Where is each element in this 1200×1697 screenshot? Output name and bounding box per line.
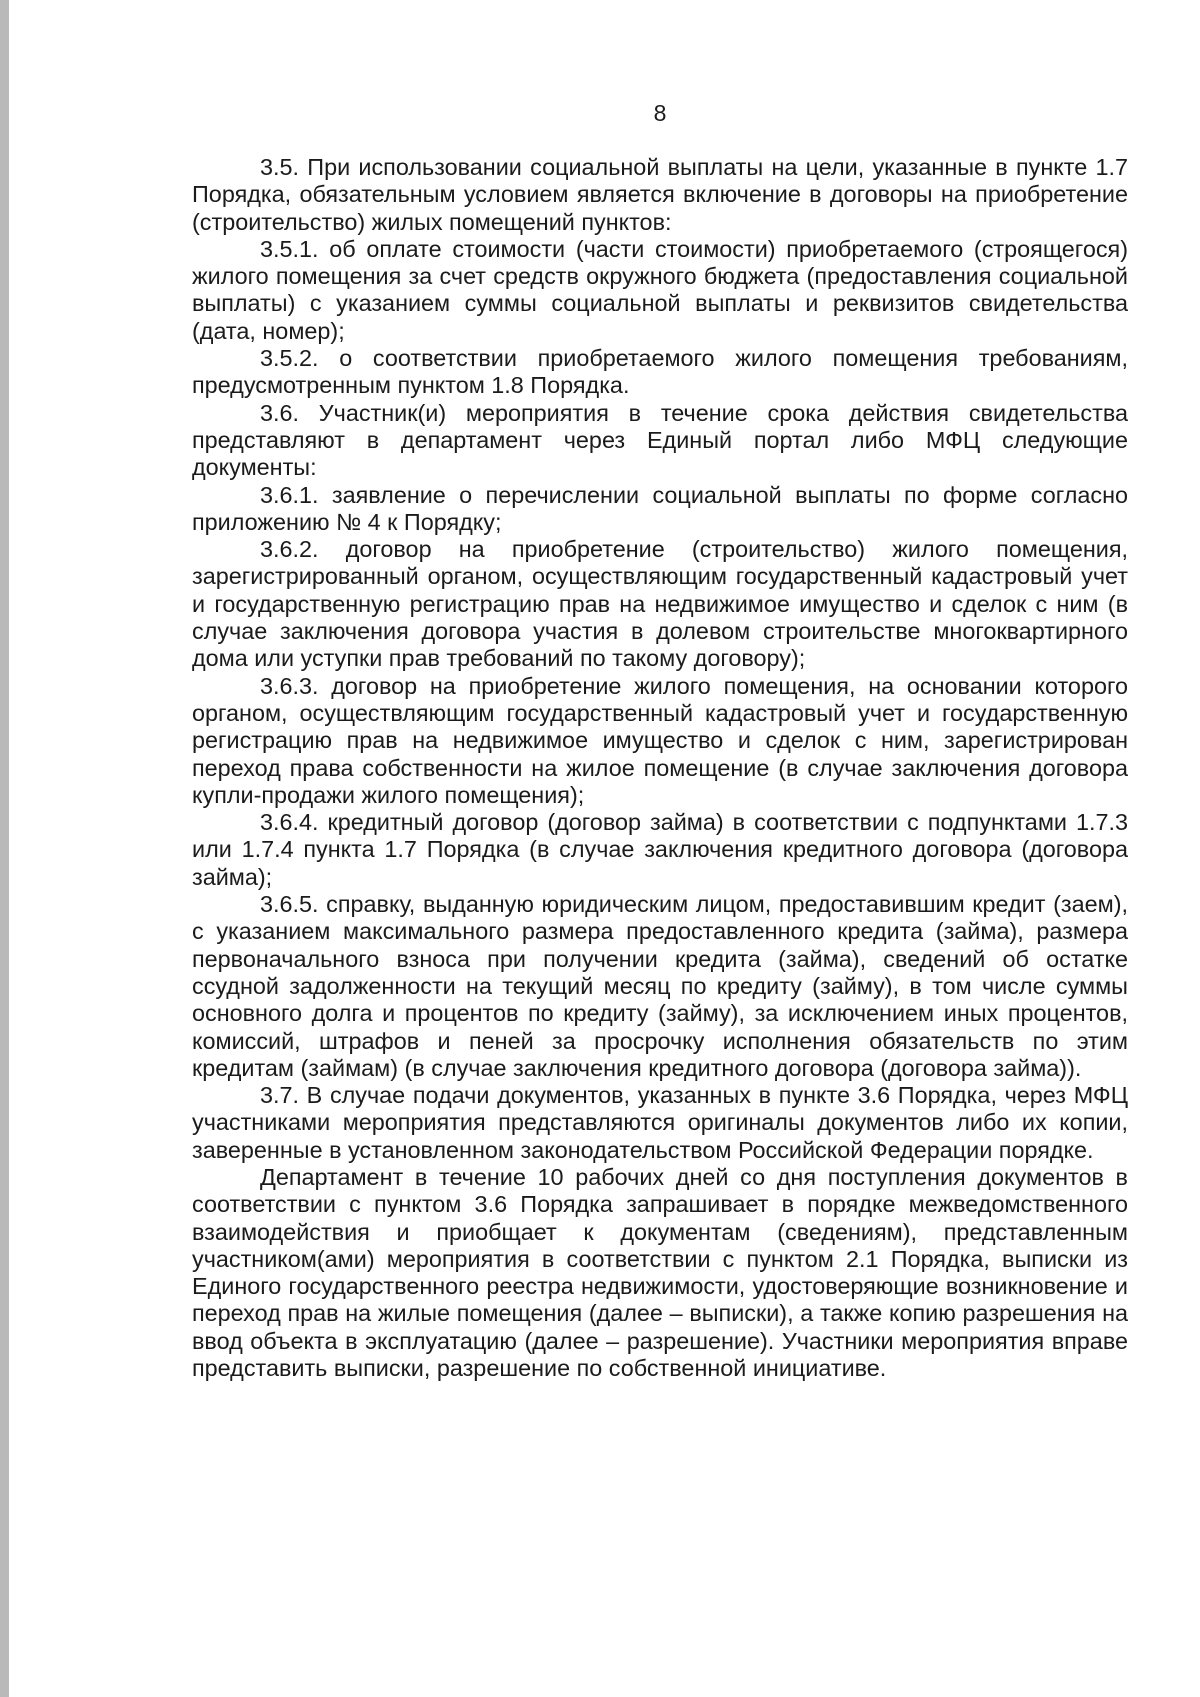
paragraph-3-6-2: 3.6.2. договор на приобретение (строительство) жилого помещения, зарегистрированный органом, осуществляющим государственный кадастровый учет и государственную регистрацию прав на недвижимое имущество и сделок с ним (в случае заключения договора участия в долевом строительстве многоквартирного дома или уступки прав требований по такому договору); <box>192 536 1128 672</box>
paragraph-3-5: 3.5. При использовании социальной выплаты на цели, указанные в пункте 1.7 Порядка, обязательным условием является включение в договоры на приобретение (строительство) жилых помещений пунктов: <box>192 154 1128 235</box>
paragraph-department: Департамент в течение 10 рабочих дней со дня поступления документов в соответствии с пунктом 3.6 Порядка запрашивает в порядке межведомственного взаимодействия и приобщает к документам (сведениям), представленным участником(ами) мероприятия в соответствии с пунктом 2.1 Порядка, выписки из Единого государственного реестра недвижимости, удостоверяющие возникновение и переход прав на жилые помещения (далее – выписки), а также копию разрешения на ввод объекта в эксплуатацию (далее – разрешение). Участники мероприятия вправе представить выписки, разрешение по собственной инициативе. <box>192 1163 1128 1382</box>
paragraph-3-6-3: 3.6.3. договор на приобретение жилого помещения, на основании которого органом, осуществляющим государственный кадастровый учет и государственную регистрацию прав на недвижимое имущество и сделок с ним, зарегистрирован переход права собственности на жилое помещение (в случае заключения договора купли-продажи жилого помещения); <box>192 672 1128 808</box>
document-body <box>192 154 1128 1382</box>
paragraph-3-6: 3.6. Участник(и) мероприятия в течение срока действия свидетельства представляют в департамент через Единый портал либо МФЦ следующие документы: <box>192 399 1128 481</box>
paragraph-3-6-4: 3.6.4. кредитный договор (договор займа) в соответствии с подпунктами 1.7.3 или 1.7.4 пункта 1.7 Порядка (в случае заключения кредитного договора (договора займа); <box>192 809 1128 890</box>
paragraph-3-6-5: 3.6.5. справку, выданную юридическим лицом, предоставившим кредит (заем), с указанием максимального размера предоставленного кредита (займа), размера первоначального взноса при получении кредита (займа), сведений об остатке ссудной задолженности на текущий месяц по кредиту (займу), в том числе суммы основного долга и процентов по кредиту (займу), за исключением иных процентов, комиссий, штрафов и пеней за просрочку исполнения обязательств по этим кредитам (займам) (в случае заключения кредитного договора (договора займа)). <box>192 891 1128 1081</box>
paragraph-3-6-1: 3.6.1. заявление о перечислении социальной выплаты по форме согласно приложению № 4 к Порядку; <box>192 481 1128 535</box>
paragraph-3-7: 3.7. В случае подачи документов, указанных в пункте 3.6 Порядка, через МФЦ участниками мероприятия представляются оригиналы документов либо их копии, заверенные в установленном законодательством Российской Федерации порядке. <box>192 1082 1128 1163</box>
paragraph-3-5-2: 3.5.2. о соответствии приобретаемого жилого помещения требованиям, предусмотренным пунктом 1.8 Порядка. <box>192 345 1128 399</box>
page-number: 8 <box>653 100 667 126</box>
paragraph-3-5-1: 3.5.1. об оплате стоимости (части стоимости) приобретаемого (строящегося) жилого помещения за счет средств окружного бюджета (предоставления социальной выплаты) с указанием суммы социальной выплаты и реквизитов свидетельства (дата, номер); <box>192 235 1128 344</box>
page-edge-shadow <box>0 0 9 1697</box>
